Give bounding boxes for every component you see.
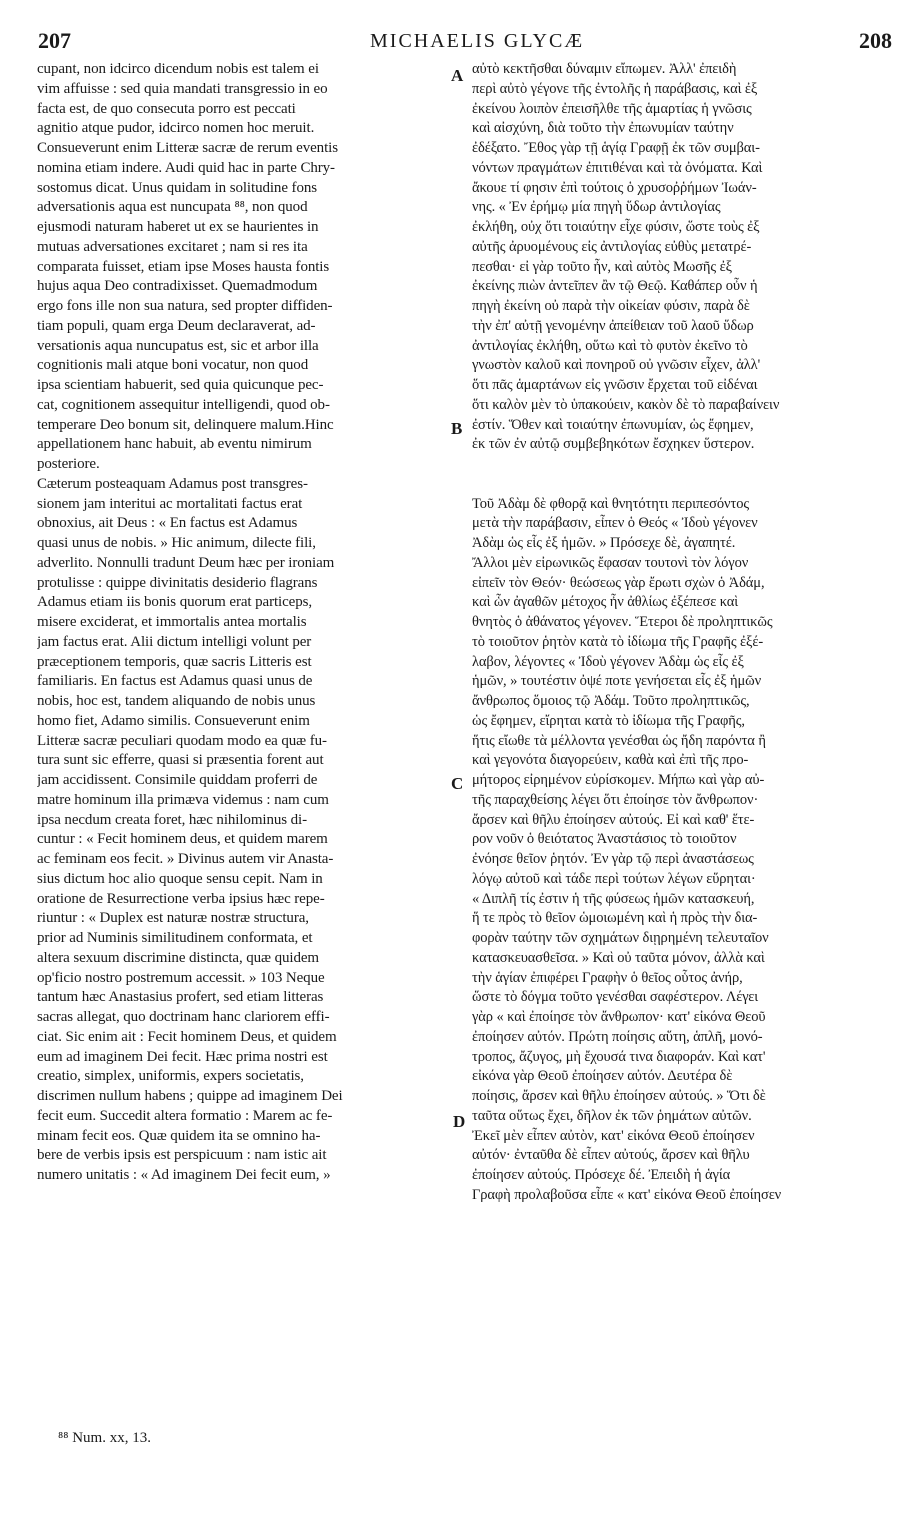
text-line: τροπος, ἄζυγος, μὴ ἔχουσά τινα διαφοράν. Καὶ κατ' [472,1048,766,1065]
text-line: cat, cognitionem assequitur intelligendi, quod ob- [37,396,330,413]
text-line: riuntur : « Duplex est naturæ nostræ structura, [37,910,309,927]
text-line: quasi unus de nobis. » Hic animum, dilecte fili, [37,535,316,551]
text-line: fecit eum. Succedit altera formatio : Marem ac fe- [37,1107,333,1124]
text-line: hujus aqua Deo contradixisset. Quemadmodum [37,278,318,295]
text-line: τὴν ἐπ' αὐτῇ γενομένην ἀπείθειαν τοῦ λαοῦ ὕδωρ [472,317,754,334]
text-line: discrimen nullum habens ; quippe ad imaginem Dei [37,1088,343,1104]
text-line: μετὰ τὴν παράβασιν, εἶπεν ὁ Θεός « Ἰδοὺ γέγονεν [472,515,758,532]
text-line: oratione de Resurrectione verba ipsius hæc repe- [37,890,325,907]
text-line: jam factus erat. Alii dictum intelligi volunt per [37,633,312,650]
margin-marker-c: C [451,774,464,793]
text-line: appellationem hanc habuit, ab eventu nimirum [37,436,312,453]
text-line: ὥστε τὸ δόγμα τοῦτο γενέσθαι σαφέστερον. Λέγει [472,989,759,1006]
text-line: τῆς παραχθείσης λέγει ὅτι ἐποίησε τὸν ἄνθρωπον· [472,791,759,808]
text-line: ἐνόησε θεῖον ῥητόν. Ἐν γὰρ τῷ περὶ ἀναστάσεως [472,851,754,867]
text-line: ciat. Sic enim ait : Fecit hominem Deus, et quidem [37,1028,337,1045]
text-line: tiam populi, quam erga Deum declaraverat, ad- [37,317,316,334]
text-line: Ἄλλοι μὲν εἰρωνικῶς ἔφασαν τουτονὶ τὸν λόγον [472,554,749,571]
text-line: ποίησις, ἄρσεν καὶ θῆλυ ἐποίησεν αὐτούς. » Ὅτι δὲ [472,1088,766,1104]
text-line: ἐποίησεν αὐτούς. Πρόσεχε δέ. Ἐπειδὴ ἡ ἁγία [472,1167,731,1183]
text-line: ὡς ἔφημεν, εἴρηται κατὰ τὸ ἰδίωμα τῆς Γραφῆς, [472,712,745,729]
margin-marker-b: B [451,419,463,438]
text-line: numero unitatis : « Ad imaginem Dei fecit eum, » [37,1167,331,1183]
text-line: Ἀδὰμ ὡς εἷς ἐξ ἡμῶν. » Πρόσεχε δὲ, ἀγαπητέ. [472,535,736,551]
text-line: αὐτῆς ἀρυομένους εἰς ἀντιλογίας εὐθὺς μετατρέ- [472,238,752,255]
margin-marker-a: A [451,66,464,85]
text-line: altera sexuum discrimine distincta, quæ quidem [37,949,320,966]
text-line: minam fecit eos. Quæ quidem ita se omnino ha- [37,1127,321,1144]
text-line: temperare Deo bonum sit, delinquere malum.Hinc [37,416,334,433]
latin-column [37,60,447,1186]
text-line: ἐκείνου λοιπὸν ἐπεισῆλθε τῆς ἁμαρτίας ἡ γνῶσις [472,100,752,117]
text-line: λαβον, λέγοντες « Ἰδοὺ γέγονεν Ἀδὰμ ὡς εἷς ἐξ [472,653,744,670]
page-number-left: 207 [38,28,71,53]
text-line: Γραφὴ προλαβοῦσα εἶπε « κατ' εἰκόνα Θεοῦ ἐποίησεν [472,1186,782,1203]
text-line: posteriore. [37,456,100,472]
text-line: facta est, de quo consecuta porro est peccati [37,100,296,117]
page-header [0,26,920,56]
text-line: sius dictum hoc alio quoque sensu cepit. Nam in [37,870,323,887]
text-line: ἄνθρωπος ὅμοιος τῷ Ἀδάμ. Τοῦτο προληπτικῶς, [472,693,750,709]
text-line: γὰρ « καὶ ἐποίησε τὸν ἄνθρωπον· κατ' εἰκόνα Θεοῦ [472,1009,766,1025]
text-line: τὴν ἁγίαν ἐπιφέρει Γραφὴν ὁ θεῖος οὗτος ἀνήρ, [472,969,743,986]
text-line: sostomus dicat. Unus quidam in solitudine fons [37,179,317,196]
text-line: Adamus etiam iis bonis quorum erat particeps, [37,594,313,611]
greek-column [472,60,882,1206]
text-line: ὅτι καλὸν μὲν τὸ ὑπακούειν, κακὸν δὲ τὸ παραβαίνειν [472,396,780,413]
text-line: cuntur : « Fecit hominem deus, et quidem marem [37,831,328,848]
text-line: ἐδέξατο. Ἔθος γὰρ τῇ ἁγίᾳ Γραφῇ ἐκ τῶν συμβαι- [472,140,760,156]
text-line: φορὰν ταύτην τῶν σχημάτων διῃρημένη τελευταῖον [472,930,769,946]
text-line: ἐκείνης πιὼν ἀντεῖπεν ἂν τῷ Θεῷ. Καθάπερ οὖν ἡ [472,278,758,295]
text-line: ἡμῶν, » τουτέστιν ὀψέ ποτε γενήσεται εἷς ἐξ ἡμῶν [472,673,762,690]
text-line: nomina etiam indere. Audi quid hac in parte Chry- [37,159,335,176]
text-line: καὶ αἰσχύνη, διὰ τοῦτο τὴν ἐπωνυμίαν ταύτην [472,120,734,137]
text-line: sacras allegat, quo doctrinam hanc clariorem effi- [37,1009,330,1025]
text-line: tura sunt sic efferre, quasi si præsentia forent aut [37,752,324,769]
text-line: « Διπλῆ τίς ἐστιν ἡ τῆς φύσεως ἡμῶν κατασκευή, [472,890,755,907]
text-line: καὶ ὧν ἀγαθῶν μέτοχος ἦν ἀθλίως ἐξέπεσε καὶ [472,594,739,611]
text-line: ἐκλήθη, οὐχ ὅτι τοιαύτην εἶχε φύσιν, ὥστε τοὺς ἐξ [472,219,760,235]
text-line: λόγῳ αὐτοῦ καὶ τάδε περὶ τούτων λέγων εὕρηται· [472,870,756,887]
text-line: ergo fons ille non sua natura, sed propter diffiden- [37,298,333,314]
text-line: cupant, non idcirco dicendum nobis est talem ei [37,61,319,77]
text-line: ἐποίησεν αὐτόν. Πρώτη ποίησις αὕτη, ἁπλῆ, μονό- [472,1028,763,1045]
text-line: protulisse : quippe divinitatis desiderio flagrans [37,574,318,591]
text-line: creatio, simplex, uniformis, expers societatis, [37,1068,304,1085]
text-line: περὶ αὐτὸ γέγονε τῆς ἐντολῆς ἡ παράβασις, καὶ ἐξ [472,80,758,97]
text-line: ἐστίν. Ὅθεν καὶ τοιαύτην ἐπωνυμίαν, ὡς ἔφημεν, [472,416,754,433]
text-line: ipsa necdum creata foret, hæc nihilominus di- [37,811,308,828]
text-line: præceptionem temporis, quæ sacris Litteris est [37,653,312,670]
text-line: jam accidissent. Consimile quiddam proferri de [37,772,318,788]
text-line: matre hominum illa primæva videmus : nam cum [37,791,329,808]
text-line: ac feminam eos fecit. » Divinus autem vir Anasta- [37,851,334,867]
text-line: agnitio atque pudor, idcirco nomen hoc meruit. [37,120,315,137]
text-line: γνωστὸν καλοῦ καὶ πονηροῦ οὐ γνῶσιν εἶχεν, ἀλλ' [472,357,761,374]
text-line: ἀντιλογίας ἐκλήθη, οὕτω καὶ τὸ φυτὸν ἐκεῖνο τὸ [472,337,748,354]
text-line: νόντων πραγμάτων ἐπιτιθέναι καὶ τὰ ὀνόματα. Καὶ [472,159,763,176]
text-line: ἐκ τῶν ἐν αὐτῷ συμβεβηκότων ἔσχηκεν ὕστερον. [472,436,755,453]
text-line: versationis aqua nuncupatus est, sic et arbor illa [37,337,319,354]
footnote: ⁸⁸ Num. xx, 13. [58,1430,151,1446]
text-line: ταῦτα οὕτως ἔχει, δῆλον ἐκ τῶν ῥημάτων αὐτῶν. [472,1107,752,1124]
text-line: eum ad imaginem Dei fecit. Hæc prima nostri est [37,1048,328,1065]
text-line: Litteræ sacræ peculiari quodam modo ea quæ fu- [37,732,327,749]
text-line: adverlito. Nonnulli tradunt Deum hæc per ironiam [37,554,335,571]
text-line: νης. « Ἐν ἐρήμῳ μία πηγὴ ὕδωρ ἀντιλογίας [472,199,721,216]
text-line: adversationis aqua est nuncupata ⁸⁸, non quod [37,199,308,216]
text-line: αὐτόν· ἐνταῦθα δὲ εἶπεν αὐτούς, ἄρσεν καὶ θῆλυ [472,1147,750,1164]
text-line: familiaris. En factus est Adamus quasi unus de [37,673,313,690]
page-number-right: 208 [859,28,892,53]
text-line: ρον νοῦν ὁ θειότατος Ἀναστάσιος τὸ τοιοῦτον [472,831,737,848]
text-line: cognitionis mali atque boni vocatur, non quod [37,357,309,374]
text-line: sionem jam interitui ac mortalitati factus erat [37,495,303,512]
text-line: ὅτι πᾶς ἁμαρτάνων εἰς γνῶσιν ἔρχεται τοῦ εἰδέναι [472,377,758,393]
text-line: εἰκόνα γὰρ Θεοῦ ἐποίησεν αὐτόν. Δευτέρα δὲ [472,1068,733,1085]
text-line [472,475,882,495]
margin-marker-d: D [453,1112,466,1131]
text-line [472,455,882,475]
text-line: obnoxius, ait Deus : « En factus est Adamus [37,515,298,532]
text-line: Consueverunt enim Litteræ sacræ de rerum eventis [37,140,338,156]
text-line: πεσθαι· εἰ γὰρ τοῦτο ἦν, καὶ αὐτὸς Μωσῆς ἐξ [472,258,732,275]
text-line: καὶ γεγονότα διαγορεύειν, καθὰ καὶ ἐπὶ τῆς προ- [472,752,749,769]
text-line: prior ad Numinis similitudinem conformata, et [37,930,313,946]
text-line: θνητὸς ὁ ἀθάνατος γέγονεν. Ἕτεροι δὲ προληπτικῶς [472,614,773,630]
text-line: nobis, hoc est, tandem aliquando de nobis unus [37,693,316,709]
running-title: MICHAELIS GLYCÆ [370,30,585,52]
text-line: mutuas adversationes excitaret ; nam si res ita [37,238,308,255]
text-line: bere de verbis ipsis est perspicuum : nam istic ait [37,1147,327,1164]
text-line: misere exciderat, et immortalis antea mortalis [37,614,307,630]
text-line: ἥτις εἴωθε τὰ μέλλοντα γενέσθαι ὡς ἤδη παρόντα ἢ [472,732,766,749]
text-line: αὐτὸ κεκτῆσθαι δύναμιν εἴπωμεν. Ἀλλ' ἐπειδὴ [472,61,737,77]
text-line: ἥ τε πρὸς τὸ θεῖον ὡμοιωμένη καὶ ἡ πρὸς τὴν δια- [472,910,758,927]
text-line: homo fiet, Adamo similis. Consueverunt enim [37,712,310,729]
text-line: tantum hæc Anastasius profert, sed etiam litteras [37,989,324,1006]
text-line: Ἐκεῖ μὲν εἶπεν αὐτὸν, κατ' εἰκόνα Θεοῦ ἐποίησεν [472,1127,755,1144]
text-line: Τοῦ Ἀδὰμ δὲ φθορᾷ καὶ θνητότητι περιπεσόντος [472,495,750,512]
text-line: vim affuisse : sed quia mandati transgressio in eo [37,80,328,97]
text-line: κατασκευασθεῖσα. » Καὶ οὐ ταῦτα μόνον, ἀλλὰ καὶ [472,949,765,966]
text-line: op'ficio nostro postremum accessit. » 103 Neque [37,969,325,986]
text-line: ejusmodi naturam haberet ut ex se haurientes in [37,219,319,235]
text-line: ἄκουε τί φησιν ἐπὶ τούτοις ὁ χρυσοῤῥήμων Ἰωάν- [472,179,757,196]
text-line: τὸ τοιοῦτον ῥητὸν κατὰ τὸ ἰδίωμα τῆς Γραφῆς ἐξέ- [472,633,764,650]
text-line: Cæterum posteaquam Adamus post transgres- [37,475,308,492]
text-line: πηγὴ ἐκείνη οὐ παρὰ τὴν οἰκείαν φύσιν, παρὰ δὲ [472,298,750,314]
text-line: μήτορος εἰρημένον εὑρίσκομεν. Μήπω καὶ γὰρ αὐ- [472,772,765,788]
text-line: εἰπεῖν τὸν Θεόν· θεώσεως γὰρ ἔρωτι σχὼν ὁ Ἀδάμ, [472,574,765,591]
text-line: comparata fuisset, etiam ipse Moses hausta fontis [37,258,330,275]
text-line: ipsa scientiam habuerit, sed quia quicunque pec- [37,377,324,393]
text-line: ἄρσεν καὶ θῆλυ ἐποίησεν αὐτούς. Εἰ καὶ καθ' ἕτε- [472,811,755,828]
